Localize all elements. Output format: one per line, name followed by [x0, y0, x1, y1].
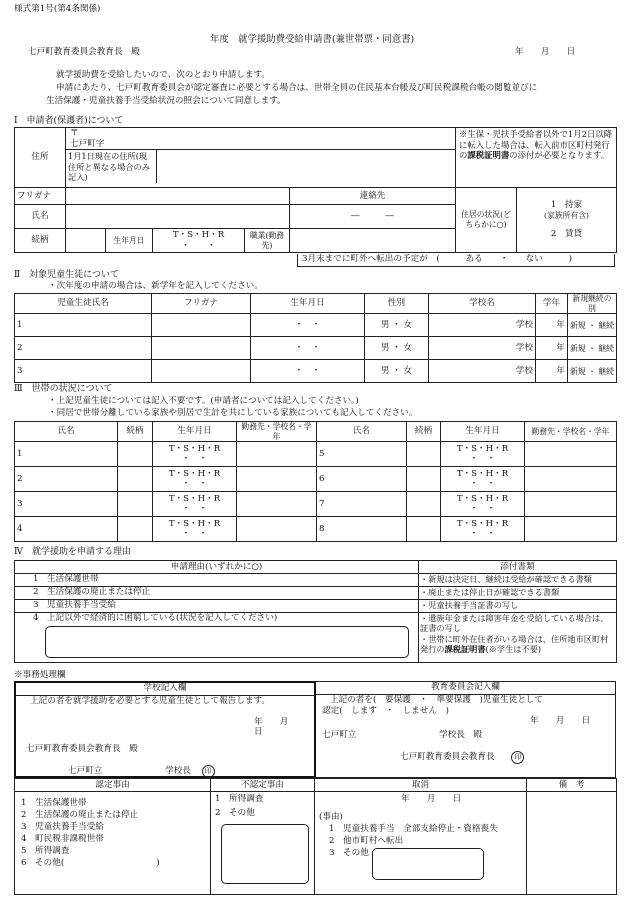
board-principal: 学校長 殿: [439, 730, 483, 741]
board-text-1[interactable]: 上記の者を( 要保護 ・ 準要保護 )児童生徒として: [330, 695, 543, 705]
relation-field[interactable]: [66, 229, 106, 253]
section-1-heading: Ⅰ 申請者(保護者)について: [14, 116, 124, 126]
furigana-field[interactable]: [66, 188, 290, 205]
postal-mark: 〒: [70, 128, 79, 138]
decision-table: [14, 778, 617, 895]
header-sex: 性別: [365, 294, 429, 314]
school-principal-label: 学校長: [165, 765, 191, 776]
header-relation-right: 続柄: [407, 422, 441, 442]
doc-3: ・児童扶養手当証書の写し: [419, 600, 616, 613]
board-text-2[interactable]: 認定( します ・ しません ): [322, 705, 450, 716]
non-approval-details-field[interactable]: [221, 824, 309, 884]
header-birthdate: 生年月日: [251, 294, 365, 314]
header-furigana: フリガナ: [152, 294, 251, 314]
jan1-address-label: 1月1日現在の住所(現住所と異なる場合のみ記入): [66, 150, 157, 183]
section-3-heading: Ⅲ 世帯の状況について: [14, 384, 113, 394]
table-row[interactable]: 4 T・S・H・R ・ ・ 8 T・S・H・R ・ ・: [15, 517, 617, 542]
reason-4[interactable]: 4 上記以外で経済的に困窮している(状況を記入してください): [33, 613, 278, 623]
household-table: [14, 421, 617, 542]
header-school: 学校名: [429, 294, 536, 314]
school-entry-box: [14, 681, 316, 778]
transfer-note: ※生保・児扶手受給者以外で1月2日以降に転入した場合は、転入前市区町村発行の課税証明書の添付が必要となります。: [456, 128, 617, 188]
board-town: 七戸町立: [322, 730, 357, 741]
reason-header: 申請理由(いずれかに○): [15, 561, 419, 574]
submission-date[interactable]: 年 月 日: [515, 47, 576, 57]
intro-line-2: 申請にあたり、七戸町教育委員会が認定審査に必要とする場合は、世帯全員の住民基本台帳及び町民税課税台帳の閲覧並びに: [56, 83, 538, 93]
header-child-name: 児童生徒氏名: [15, 294, 152, 314]
birth-label: 生年月日: [106, 229, 153, 253]
reason-2[interactable]: 2 生活保護の廃止または停止: [15, 587, 418, 600]
table-row[interactable]: 3 T・S・H・R ・ ・ 7 T・S・H・R ・ ・: [15, 492, 617, 517]
non-approval-header: 不認定事由: [211, 779, 315, 792]
children-table: [14, 293, 617, 383]
school-entry-date[interactable]: 年 月 日: [254, 716, 306, 738]
non-approval-reasons[interactable]: 1 所得調査 2 その他: [211, 792, 315, 895]
docs-header: 添付書類: [419, 561, 617, 574]
board-entry-header: 教育委員会記入欄: [316, 682, 615, 695]
table-row[interactable]: 1 T・S・H・R ・ ・ 5 T・S・H・R ・ ・: [15, 442, 617, 467]
doc-2: ・廃止または停止日が確認できる書類: [419, 587, 616, 600]
reason-1[interactable]: 1 生活保護世帯: [15, 574, 418, 587]
address-label: 住所: [15, 128, 66, 188]
school-town: 七戸町立: [68, 765, 103, 776]
birth-field[interactable]: T・S・H・R ・ ・: [153, 229, 245, 253]
doc-1: ・新規は決定日、継続は受給が確認できる書類: [419, 574, 616, 587]
table-row[interactable]: 2 T・S・H・R ・ ・ 6 T・S・H・R ・ ・: [15, 467, 617, 492]
approval-reasons[interactable]: 1 生活保護世帯 2 生活保護の廃止または停止 3 児童扶養手当受給 4 町民税非課税世帯 5 所得調査 6 その他( ): [15, 792, 211, 895]
section-2-heading: Ⅱ 対象児童生徒について: [14, 270, 119, 280]
board-signatory: 七戸町教育委員会教育長: [400, 751, 495, 762]
intro-line-1: 就学援助費を受給したいので、次のとおり申請します。: [56, 70, 270, 80]
table-row[interactable]: 2 ・ ・ 男 ・ 女 学校 年 新規 ・ 継続: [15, 337, 617, 360]
applicant-table: [14, 127, 617, 253]
housing-options[interactable]: 1 持家 (家族所有含) 2 賃貸: [517, 188, 617, 253]
moving-out-question[interactable]: 3月末までに町外へ転出の予定が ( ある ・ ない ): [297, 254, 615, 267]
table-row[interactable]: 1 ・ ・ 男 ・ 女 学校 年 新規 ・ 継続: [15, 314, 617, 337]
office-heading: ※事務処理欄: [14, 670, 66, 680]
school-entry-header: 学校記入欄: [16, 683, 314, 696]
cancellation-other-field[interactable]: [372, 848, 484, 880]
header-new-continue: 新規継続の別: [568, 294, 617, 314]
contact-label: 連絡先: [290, 188, 456, 205]
school-entry-addressee: 七戸町教育委員会教育長 殿: [26, 744, 138, 755]
remarks-header: 備 考: [527, 779, 617, 792]
table-row[interactable]: 3 ・ ・ 男 ・ 女 学校 年 新規 ・ 継続: [15, 360, 617, 383]
jan1-address-field[interactable]: [157, 150, 455, 183]
header-birth-right: 生年月日: [441, 422, 525, 442]
form-title: 年度 就学援助費受給申請書(兼世帯票・同意書): [210, 34, 415, 45]
section-3-note-1: ・上記児童生徒については記入不要です。(申請者については記入してください。): [48, 396, 359, 406]
doc-4: ・遺族年金または障害年金を受給している場合は、証書の写し: [420, 613, 609, 634]
cancellation-cell[interactable]: 年 月 日 (事由) 1 児童扶養手当 全部支給停止・資格喪失 2 他市町村へ転出 3 その他: [315, 792, 527, 895]
seal-icon: 印: [202, 765, 215, 778]
addressee: 七戸町教育委員会教育長 殿: [28, 47, 140, 57]
form-number: 様式第1号(第4条関係): [14, 4, 101, 14]
approval-reason-header: 認定事由: [15, 779, 211, 792]
board-entry-box: [316, 681, 616, 778]
remarks-field[interactable]: [527, 792, 617, 895]
job-field[interactable]: [290, 229, 456, 253]
housing-label: 住居の状況(どちらかに○): [456, 188, 517, 253]
furigana-label: フリガナ: [15, 188, 66, 205]
name-field[interactable]: [66, 205, 290, 229]
intro-line-3: 生活保護・児童扶養手当受給状況の照会について同意します。: [46, 96, 286, 106]
header-relation-left: 続柄: [118, 422, 153, 442]
reason-4-details-field[interactable]: [45, 626, 409, 658]
contact-field[interactable]: ― ―: [290, 205, 456, 229]
section-3-note-2: ・同居で世帯分離している家族や別居で生計を共にしている家族についても記入してください。: [48, 408, 418, 418]
school-entry-text: 上記の者を就学援助を必要とする児童生徒として報告します。: [30, 696, 270, 706]
header-work-left: 勤務先・学校名・学年: [237, 422, 317, 442]
section-2-note: ・次年度の申請の場合は、新学年を記入してください。: [48, 281, 263, 291]
seal-icon: 印: [511, 751, 524, 764]
board-date[interactable]: 年 月 日: [530, 716, 591, 727]
job-label: 職業(勤務先): [245, 229, 290, 253]
relation-label: 続柄: [15, 229, 66, 253]
header-birth-left: 生年月日: [153, 422, 237, 442]
name-label: 氏名: [15, 205, 66, 229]
section-4-heading: Ⅳ 就学援助を申請する理由: [14, 547, 131, 557]
reason-table: [14, 560, 617, 663]
reason-3[interactable]: 3 児童扶養手当受給: [15, 600, 418, 613]
header-name-left: 氏名: [15, 422, 118, 442]
header-name-right: 氏名: [317, 422, 407, 442]
cancellation-header: 取消: [315, 779, 527, 792]
header-work-right: 勤務先・学校名・学年: [525, 422, 617, 442]
header-grade: 学年: [536, 294, 568, 314]
address-town[interactable]: 七戸町字: [70, 138, 105, 149]
doc-5: ・世帯に町外在住者がいる場合は、住所地市区町村発行の課税証明書(※学生は不要): [420, 633, 609, 654]
